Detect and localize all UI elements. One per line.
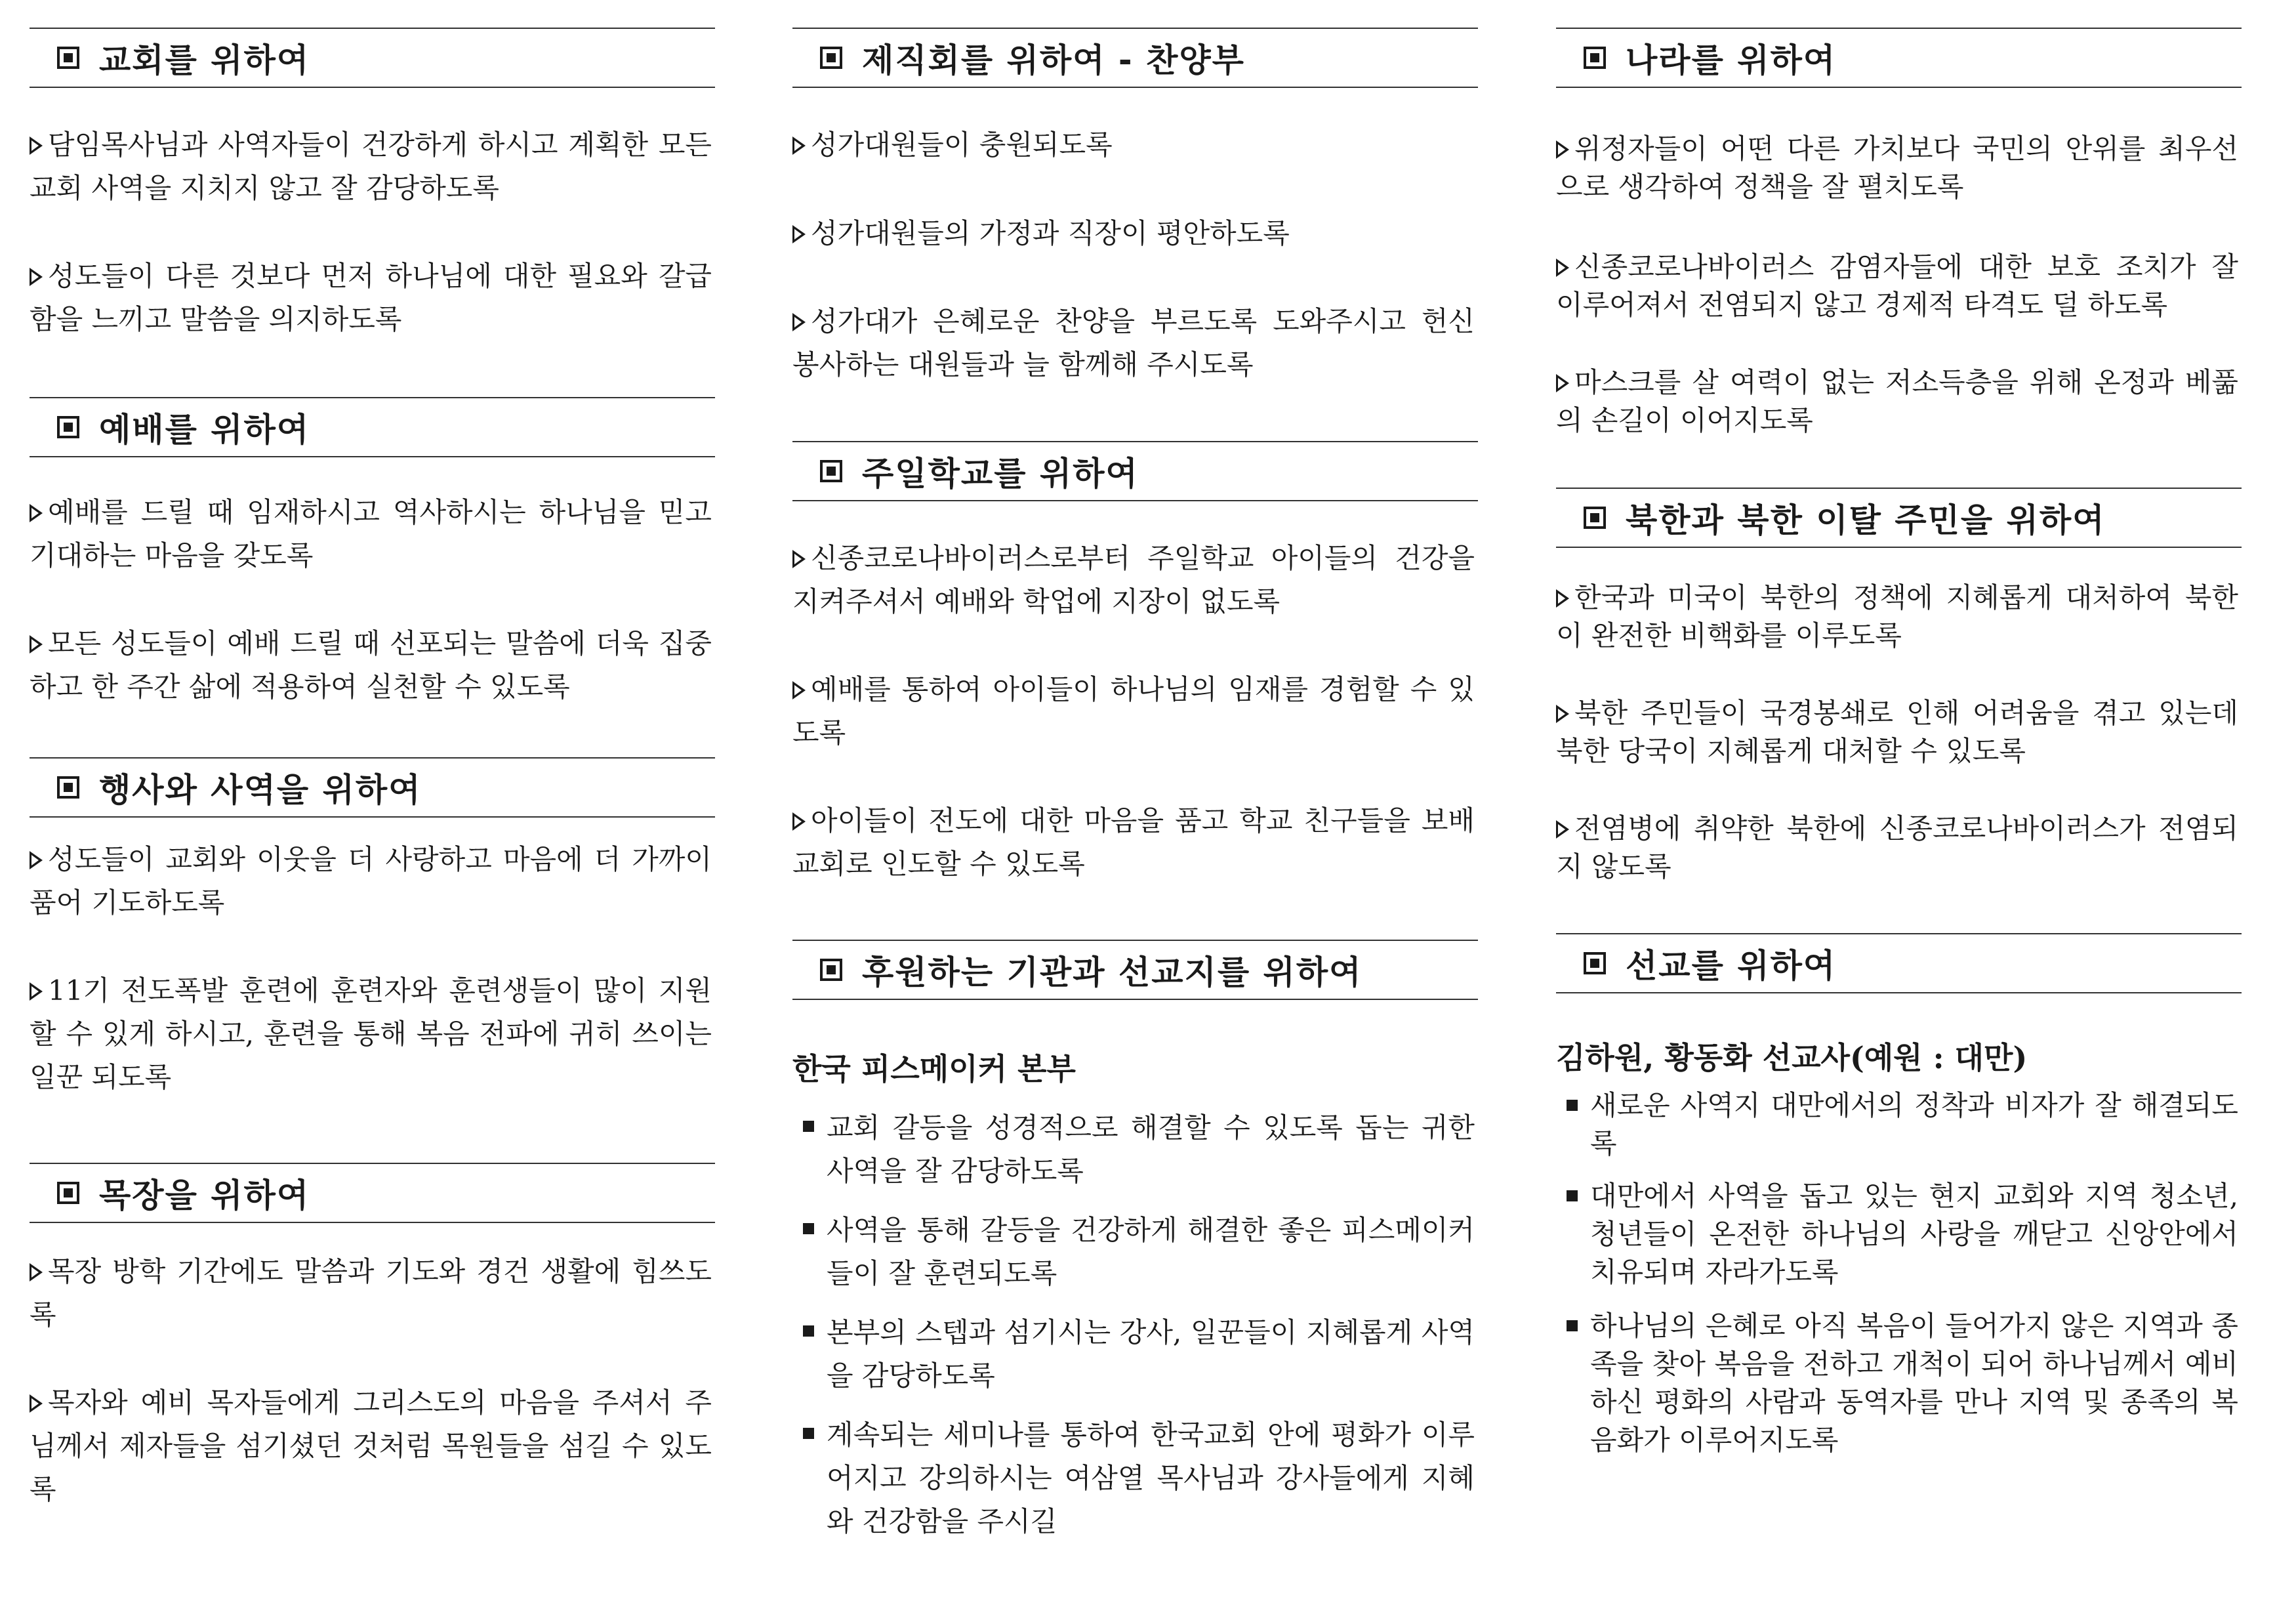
square-bullet-icon bbox=[1584, 47, 1606, 69]
bullet-item: 계속되는 세미나를 통하여 한국교회 안에 평화가 이루어지고 강의하시는 여삼열 목사님과 강사들에게 지혜와 건강함을 주시길 bbox=[792, 1413, 1475, 1543]
square-bullet-icon bbox=[803, 1428, 814, 1439]
square-bullet-icon bbox=[57, 416, 79, 438]
section-title: 선교를 위하여 bbox=[1626, 947, 1837, 985]
section-title: 후원하는 기관과 선교지를 위하여 bbox=[862, 953, 1363, 991]
prayer-item: 성가대원들이 충원되도록 bbox=[792, 123, 1475, 167]
prayer-item: 11기 전도폭발 훈련에 훈련자와 훈련생들이 많이 지원할 수 있게 하시고, 훈련을 통해 복음 전파에 귀히 쓰이는 일꾼 되도록 bbox=[30, 974, 712, 1093]
triangle-icon bbox=[792, 136, 806, 155]
section-events bbox=[30, 757, 715, 818]
triangle-icon bbox=[30, 851, 43, 869]
bullet-item: 새로운 사역지 대만에서의 정착과 비자가 잘 해결되도록 bbox=[1556, 1087, 2238, 1163]
section-title: 제직회를 위하여 - 찬양부 bbox=[862, 41, 1245, 79]
square-bullet-icon bbox=[57, 776, 79, 799]
triangle-icon bbox=[1556, 374, 1569, 392]
triangle-icon bbox=[30, 982, 43, 1001]
square-bullet-icon bbox=[803, 1223, 814, 1234]
prayer-item: 성가대가 은혜로운 찬양을 부르도록 도와주시고 헌신 봉사하는 대원들과 늘 함께해 주시도록 bbox=[792, 305, 1475, 381]
triangle-icon bbox=[792, 812, 806, 831]
triangle-icon bbox=[30, 136, 43, 155]
section-title: 목장을 위하여 bbox=[99, 1176, 310, 1215]
prayer-item: 성가대원들의 가정과 직장이 평안하도록 bbox=[792, 212, 1475, 255]
prayer-item: 전염병에 취약한 북한에 신종코로나바이러스가 전염되지 않도록 bbox=[1556, 812, 2238, 883]
prayer-item: 목자와 예비 목자들에게 그리스도의 마음을 주셔서 주님께서 제자들을 섬기셨던 것처럼 목원들을 섬길 수 있도록 bbox=[30, 1386, 712, 1505]
section-nation bbox=[1556, 28, 2242, 88]
prayer-item: 위정자들이 어떤 다른 가치보다 국민의 안위를 최우선으로 생각하여 정책을 잘 펼치도록 bbox=[1556, 133, 2238, 203]
triangle-icon bbox=[1556, 259, 1569, 277]
prayer-item: 신종코로나바이러스 감염자들에 대한 보호 조치가 잘 이루어져서 전염되지 않고 경제적 타격도 덜 하도록 bbox=[1556, 251, 2238, 321]
section-title: 교회를 위하여 bbox=[99, 41, 310, 79]
bullet-item: 하나님의 은혜로 아직 복음이 들어가지 않은 지역과 종족을 찾아 복음을 전하고 개척이 되어 하나님께서 예비하신 평화의 사람과 동역자를 만나 지역 및 종족의 복음화가 이루어지도록 bbox=[1556, 1307, 2238, 1459]
section-header bbox=[1556, 28, 2242, 88]
bullet-item: 대만에서 사역을 돕고 있는 현지 교회와 지역 청소년, 청년들이 온전한 하나님의 사랑을 깨닫고 신앙안에서 치유되며 자라가도록 bbox=[1556, 1177, 2238, 1291]
section-header bbox=[30, 28, 715, 88]
prayer-item: 담임목사님과 사역자들이 건강하게 하시고 계획한 모든 교회 사역을 지치지 않고 잘 감당하도록 bbox=[30, 129, 712, 204]
square-bullet-icon bbox=[57, 47, 79, 69]
section-church bbox=[30, 28, 715, 88]
section-header bbox=[30, 757, 715, 818]
section-title: 주일학교를 위하여 bbox=[862, 455, 1139, 493]
prayer-item: 북한 주민들이 국경봉쇄로 인해 어려움을 겪고 있는데 북한 당국이 지혜롭게 대처할 수 있도록 bbox=[1556, 697, 2238, 767]
section-north-korea bbox=[1556, 488, 2242, 548]
triangle-icon bbox=[30, 268, 43, 286]
section-header bbox=[792, 940, 1478, 1000]
square-bullet-icon bbox=[803, 1325, 814, 1337]
section-sunday-school bbox=[792, 441, 1478, 501]
prayer-item: 목장 방학 기간에도 말씀과 기도와 경건 생활에 힘쓰도록 bbox=[30, 1255, 712, 1331]
triangle-icon bbox=[1556, 140, 1569, 159]
prayer-item: 모든 성도들이 예배 드릴 때 선포되는 말씀에 더욱 집중하고 한 주간 삶에 적용하여 실천할 수 있도록 bbox=[30, 627, 712, 703]
section-header bbox=[1556, 933, 2242, 993]
section-worship bbox=[30, 397, 715, 457]
section-header bbox=[1556, 488, 2242, 548]
triangle-icon bbox=[792, 681, 806, 699]
triangle-icon bbox=[1556, 705, 1569, 723]
section-title: 북한과 북한 이탈 주민을 위하여 bbox=[1626, 501, 2106, 539]
square-bullet-icon bbox=[57, 1182, 79, 1204]
triangle-icon bbox=[30, 1263, 43, 1281]
square-bullet-icon bbox=[1584, 952, 1606, 974]
subheading: 한국 피스메이커 본부 bbox=[792, 1051, 1076, 1087]
triangle-icon bbox=[792, 550, 806, 568]
section-cell-group bbox=[30, 1163, 715, 1223]
triangle-icon bbox=[792, 225, 806, 243]
prayer-item: 신종코로나바이러스로부터 주일학교 아이들의 건강을 지켜주셔서 예배와 학업에 지장이 없도록 bbox=[792, 542, 1475, 617]
square-bullet-icon bbox=[1567, 1190, 1578, 1201]
prayer-item: 성도들이 교회와 이웃을 더 사랑하고 마음에 더 가까이 품어 기도하도록 bbox=[30, 843, 712, 919]
section-choir bbox=[792, 28, 1478, 88]
section-title: 나라를 위하여 bbox=[1626, 41, 1837, 79]
prayer-item: 마스크를 살 여력이 없는 저소득층을 위해 온정과 베풂의 손길이 이어지도록 bbox=[1556, 366, 2238, 436]
bullet-item: 본부의 스텝과 섬기시는 강사, 일꾼들이 지혜롭게 사역을 감당하도록 bbox=[792, 1311, 1475, 1398]
section-header bbox=[792, 441, 1478, 501]
section-header bbox=[30, 397, 715, 457]
subheading: 김하원, 황동화 선교사(예원 : 대만) bbox=[1556, 1040, 2028, 1075]
section-supported-missions bbox=[792, 940, 1478, 1000]
triangle-icon bbox=[792, 313, 806, 331]
prayer-item: 예배를 통하여 아이들이 하나님의 임재를 경험할 수 있도록 bbox=[792, 673, 1475, 749]
square-bullet-icon bbox=[1567, 1320, 1578, 1331]
section-missions bbox=[1556, 933, 2242, 993]
triangle-icon bbox=[1556, 589, 1569, 608]
triangle-icon bbox=[30, 504, 43, 522]
square-bullet-icon bbox=[803, 1121, 814, 1132]
bullet-item: 사역을 통해 갈등을 건강하게 해결한 좋은 피스메이커들이 잘 훈련되도록 bbox=[792, 1209, 1475, 1295]
bullet-item: 교회 갈등을 성경적으로 해결할 수 있도록 돕는 귀한 사역을 잘 감당하도록 bbox=[792, 1106, 1475, 1193]
triangle-icon bbox=[1556, 820, 1569, 839]
section-title: 행사와 사역을 위하여 bbox=[99, 771, 422, 809]
square-bullet-icon bbox=[820, 47, 842, 69]
square-bullet-icon bbox=[1584, 507, 1606, 529]
section-title: 예배를 위하여 bbox=[99, 411, 310, 449]
prayer-item: 한국과 미국이 북한의 정책에 지혜롭게 대처하여 북한이 완전한 비핵화를 이루도록 bbox=[1556, 581, 2238, 652]
triangle-icon bbox=[30, 1394, 43, 1413]
prayer-item: 성도들이 다른 것보다 먼저 하나님에 대한 필요와 갈급함을 느끼고 말씀을 의지하도록 bbox=[30, 260, 712, 335]
square-bullet-icon bbox=[820, 959, 842, 981]
triangle-icon bbox=[30, 635, 43, 654]
section-header bbox=[30, 1163, 715, 1223]
square-bullet-icon bbox=[820, 460, 842, 482]
prayer-item: 아이들이 전도에 대한 마음을 품고 학교 친구들을 보배교회로 인도할 수 있도록 bbox=[792, 804, 1475, 880]
square-bullet-icon bbox=[1567, 1100, 1578, 1111]
section-header bbox=[792, 28, 1478, 88]
prayer-item: 예배를 드릴 때 임재하시고 역사하시는 하나님을 믿고 기대하는 마음을 갖도록 bbox=[30, 496, 712, 572]
